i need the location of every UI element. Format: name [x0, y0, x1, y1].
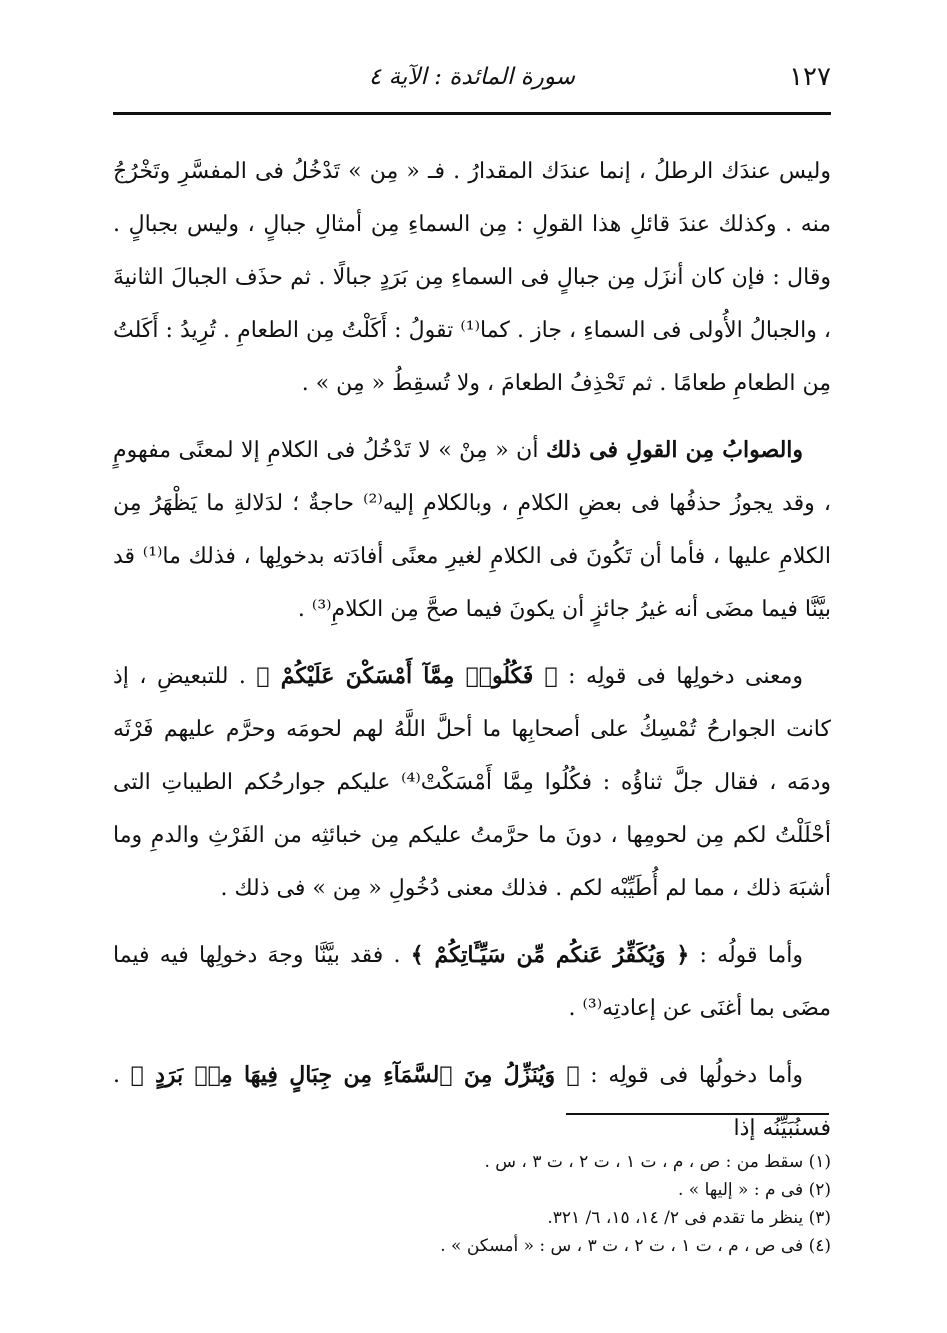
paragraph-3-intro: ومعنى دخولِها فى قولِه :: [557, 664, 803, 689]
paragraph-3-text: . للتبعيضِ ، إذ كانت الجوارحُ تُمْسِكُ على أصحابِها ما أحلَّ اللَّهُ لهم لحومَه وحرَّم عليهم فَرْثَه ودمَه ، فقال جلَّ ثناؤُه : فكُلُوا مِمَّا أَمْسَكْتْ⁽⁴⁾ عليكم جوارحُكم الطيباتِ التى أحْلَلْتُ لكم مِن لحومِها ، دونَ ما حرَّمتُ عليكم مِن خبائثِه من الفَرْثِ والدمِ وما أشبَهَ ذلك ، مما لم أُطَيِّبْه لكم . فذلك معنى دُخُولِ « مِن » فى ذلك .: [113, 664, 831, 901]
footnote-3: (٣) ينظر ما تقدم فى ٢/ ١٤، ١٥، ٦/ ٣٢١.: [547, 1208, 831, 1228]
main-text: [113, 145, 831, 1155]
footnote-separator: [566, 1113, 829, 1115]
bold-lead-phrase: والصوابُ مِن القولِ فى ذلك: [545, 437, 804, 463]
paragraph-4-intro: وأما قولُه :: [689, 943, 803, 968]
paragraph-2: [113, 424, 831, 636]
paragraph-2-text: أن « مِنْ » لا تَدْخُلُ فى الكلامِ إلا لمعنًى مفهومٍ ، وقد يجوزُ حذفُها فى بعضِ الكلامِ ، وبالكلامِ إليه⁽²⁾ حاجةٌ ؛ لدَلالةِ ما يَظْهَرُ مِن الكلامِ عليها ، فأما أن تَكُونَ فى الكلامِ لغيرِ معنًى أفادَته بدخولِها ، فذلك ما⁽¹⁾ قد بيَّنَّا فيما مضَى أنه غيرُ جائزٍ أن يكونَ فيما صحَّ مِن الكلامِ⁽³⁾ .: [113, 438, 831, 622]
paragraph-5-text: . فسنُبَيِّنُه إذا: [113, 1063, 831, 1141]
running-title: سورة المائدة : الآية ٤: [368, 64, 576, 90]
footnote-1: (١) سقط من : ص ، م ، ت ١ ، ت ٢ ، ت ٣ ، س .: [484, 1152, 831, 1172]
paragraph-5: [113, 1049, 831, 1155]
header-rule: [113, 112, 831, 115]
quran-quote-2: ﴿ وَيُكَفِّرُ عَنكُم مِّن سَيِّـَٔاتِكُمْ ﴾: [410, 942, 690, 968]
paragraph-4: [113, 929, 831, 1035]
page-number: ١٢٧: [789, 62, 831, 92]
paragraph-1: وليس عندَك الرطلُ ، إنما عندَك المقدارُ . فـ « مِن » تَدْخُلُ فى المفسَّرِ وتَخْرُجُ منه . وكذلك عندَ قائلِ هذا القولِ : مِن السماءِ مِن أمثالِ جبالٍ ، وليس بجبالٍ . وقال : فإن كان أنزَل مِن جبالٍ فى السماءِ مِن بَرَدٍ جبالًا . ثم حذَف الجبالَ الثانيةَ ، والجبالُ الأُولى فى السماءِ ، جاز . كما⁽¹⁾ تقولُ : أَكَلْتُ مِن الطعامِ . تُرِيدُ : أَكَلتُ مِن الطعامِ طعامًا . ثم تَحْذِفُ الطعامَ ، ولا تُسقِطُ « مِن » .: [113, 159, 832, 396]
paragraph-4-text: . فقد بيَّنَّا وجهَ دخولِها فيه فيما مضَى بما أغنَى عن إعادتِه⁽³⁾ .: [113, 943, 831, 1021]
paragraph-3: [113, 650, 831, 915]
quran-quote-3: ﴿ وَيُنَزِّلُ مِنَ ٱلسَّمَآءِ مِن جِبَالٍ فِيهَا مِنۢ بَرَدٍ ﴾: [130, 1062, 580, 1088]
paragraph-5-intro: وأما دخولُها فى قولِه :: [579, 1063, 803, 1088]
footnotes: [113, 1148, 831, 1260]
page-header: [113, 58, 831, 110]
footnote-4: (٤) فى ص ، م ، ت ١ ، ت ٢ ، ت ٣ ، س : « أمسكن » .: [440, 1236, 831, 1256]
quran-quote-1: ﴿ فَكُلُوا۟ مِمَّآ أَمْسَكْنَ عَلَيْكُمْ ﴾: [256, 663, 558, 689]
footnote-2: (٢) فى م : « إليها » .: [677, 1180, 831, 1200]
